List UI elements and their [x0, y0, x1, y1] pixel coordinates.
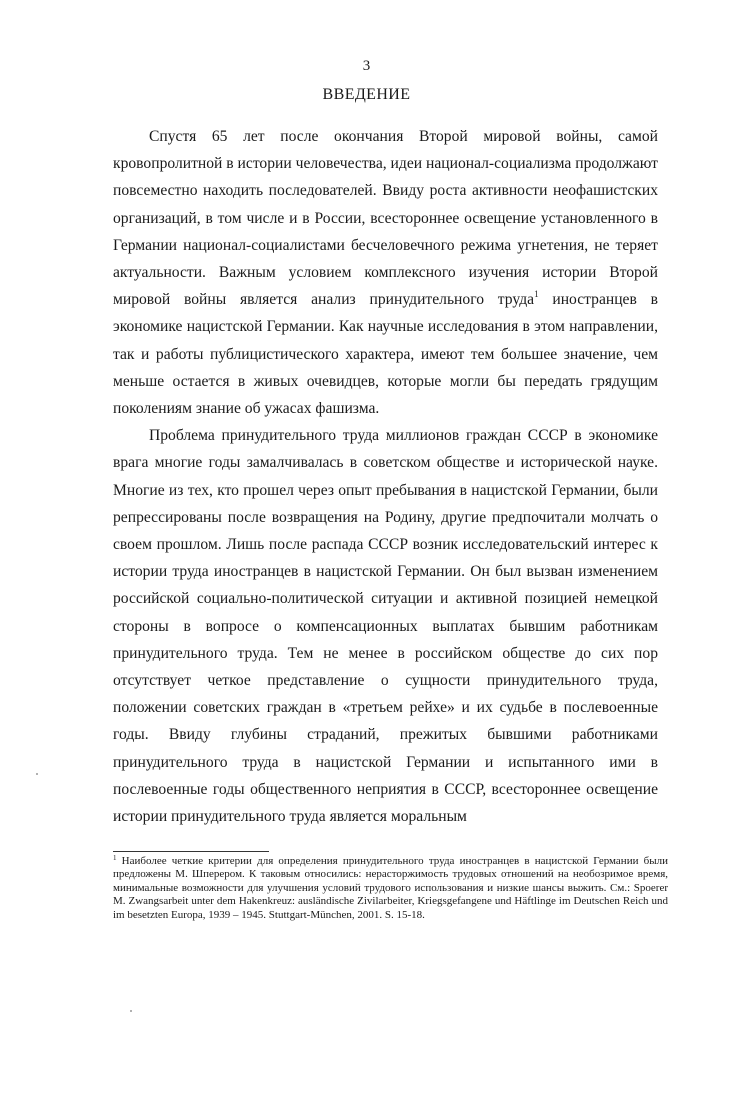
footnote-text: Наиболее четкие критерии для определения принудительного труда иностранцев в нацистской Германии были предложены М. Шперером. К таковым относились: нерасторжимость трудовых отношений на необозримое время, минимальные возможности для улучшения условий трудового использования и низкие шансы выжить. См.: Spoerer M. Zwangsarbeit unter dem Hakenkreuz: ausländische Zivilarbeiter, Kriegsgefangene und Häftlinge im Deutschen Reich und im besetzten Europa, 1939 – 1945. Stuttgart-München, 2001. S. 15-18. [113, 855, 668, 921]
footnote-separator [113, 851, 269, 852]
page-number: 3 [362, 58, 371, 74]
footnote [113, 855, 668, 922]
footnote-reference[interactable]: 1 [534, 289, 539, 300]
section-title: ВВЕДЕНИЕ [322, 86, 411, 103]
paragraph-1 [113, 123, 658, 422]
scan-speck [130, 1010, 132, 1012]
body-text [113, 123, 658, 830]
paragraph-2: Проблема принудительного труда миллионов граждан СССР в экономике врага многие годы замалчивалась в советском обществе и исторической науке. Многие из тех, кто прошел через опыт пребывания в нацистской Германии, были репрессированы после возвращения на Родину, другие предпочитали молчать о своем прошлом. Лишь после распада СССР возник исследовательский интерес к истории труда иностранцев в нацистской Германии. Он был вызван изменением российской социально-политической ситуации и активной позицией немецкой стороны в вопросе о компенсационных выплатах бывшим работникам принудительного труда. Тем не менее в российском обществе до сих пор отсутствует четкое представление о сущности принудительного труда, положении советских граждан в «третьем рейхе» и их судьбе в послевоенные годы. Ввиду глубины страданий, прежитых бывшими работниками принудительного труда в нацистской Германии и испытанного ими в послевоенные годы общественного неприятия в СССР, всестороннее освещение истории принудительного труда является моральным [113, 427, 658, 826]
paragraph-1-text-start: Спустя 65 лет после окончания Второй мировой войны, самой кровопролитной в истории человечества, идеи национал-социализма продолжают повсеместно находить последователей. Ввиду роста активности неофашистских организаций, в том числе и в России, всестороннее освещение установленного в Германии национал-социалистами бесчеловечного режима угнетения, не теряет актуальности. Важным условием комплексного изучения истории Второй мировой войны является анализ принудительного труда [113, 128, 658, 309]
paragraph-1-text-end: иностранцев в экономике нацистской Германии. Как научные исследования в этом направлении, так и работы публицистического характера, имеют тем большее значение, чем меньше остается в живых очевидцев, которые могли бы передать грядущим поколениям знание об ужасах фашизма. [113, 291, 658, 418]
footnote-marker: 1 [113, 854, 117, 862]
scan-speck [36, 773, 38, 775]
